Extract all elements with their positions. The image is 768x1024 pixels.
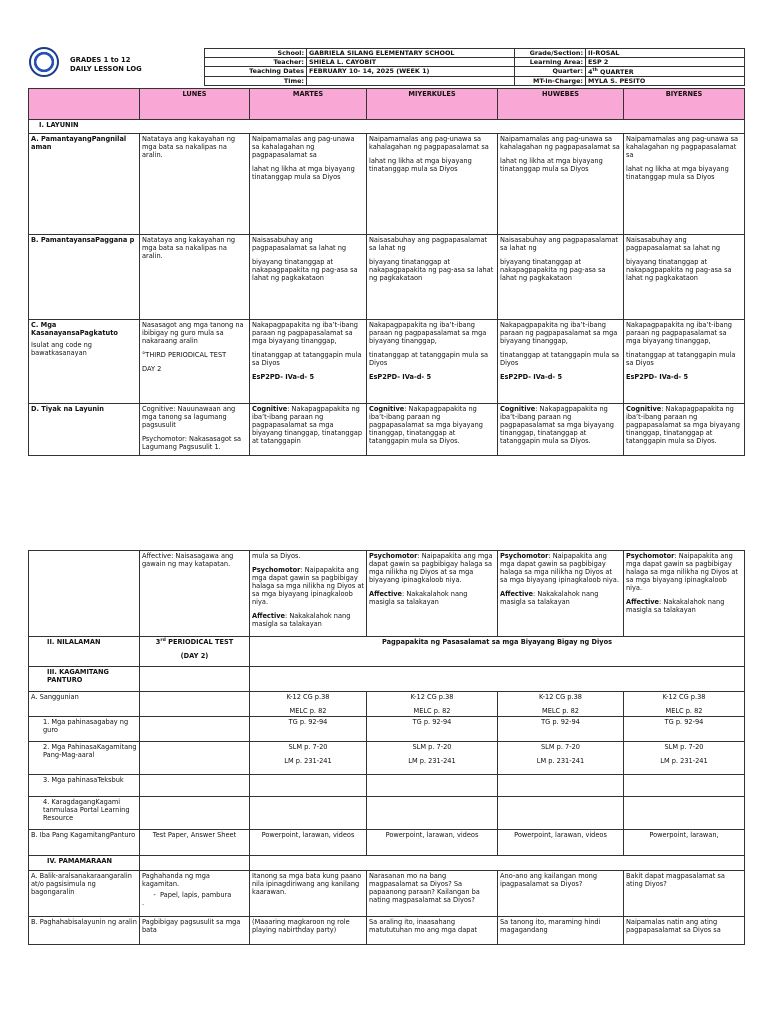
day-header-biyernes: BIYERNES [624,89,745,120]
c-martes: Nakapagpapakita ng iba’t-ibang paraan ng pagpapasalamat sa mga biyayang tinanggap, tinatanggap at tatanggapin mula sa Diyos EsP2PD- IVa-d- 5 [250,320,367,404]
lm-miyerkules: SLM p. 7-20 LM p. 231-241 [367,742,498,775]
sang-miyerkules: K-12 CG p.38 MELC p. 82 [367,692,498,717]
label-kasanayan-title: C. Mga KasanayansaPagkatuto [31,321,118,338]
dates-label: Teaching Dates [205,67,307,77]
competency-code: EsP2PD- IVa-d- 5 [626,373,689,382]
school-label: School: [205,49,307,58]
b-huwebes: Naisasabuhay ang pagpapasalamat sa lahat ng biyayang tinatanggap at nakapagpapakita ng pag-asa sa lahat ng pagkakataon [498,235,624,320]
mt-label: MT-in-Charge: [515,77,586,86]
area-value: ESP 2 [586,58,745,67]
day-header-huwebes: HUWEBES [498,89,624,120]
cont-huwebes: Psychomotor: Naipapakita ang mga dapat gawin sa pagbibigay halaga sa mga nilikha ng Diyos at sa mga biyayang ipinagkaloob niya. Affective: Nakakalahok nang masigla sa talakayan [498,551,624,637]
pb-huwebes: Sa tanong ito, maraming hindi magagandang [498,917,624,945]
tb-martes [250,775,367,797]
label-balik-aral: A. Balik-aralsanakaraangaralin at/o pagsisimula ng bagongaralin [29,871,140,917]
label-tiyak-na-layunin: D. Tiyak na Layunin [29,404,140,456]
nilalaman-lunes: 3rd PERIODICAL TEST (DAY 2) [140,637,250,667]
label-kagamitang-mag-aaral: 2. Mga PahinasaKagamitang Pang-Mag-aaral [29,742,140,775]
time-label: Time: [205,77,307,86]
tg-huwebes: TG p. 92-94 [498,717,624,742]
kagamitan-lunes [140,667,250,692]
day-header-miyerkules: MIYERKULES [367,89,498,120]
pa-lunes: Paghahanda ng mga kagamitan. - Papel, lapis, pambura . [140,871,250,917]
a-biyernes: Naipamamalas ang pag-unawa sa kahalagahan ng pagpapasalamat sa lahat ng likha at mga biyayang tinatanggap mula sa Diyos [624,134,745,235]
tb-lunes [140,775,250,797]
grade-value: II-ROSAL [586,49,745,58]
label-pamantayang-pangnilalaman: A. PamantayangPangnilal aman [29,134,140,235]
section-nilalaman: II. NILALAMAN [29,637,140,667]
label-paghahabi: B. Paghahabisalayunin ng aralin [29,917,140,945]
nilalaman-topic: Pagpapakita ng Pasasalamat sa mga Biyayang Bigay ng Diyos [250,637,745,667]
materials-item: - Papel, lapis, pambura [160,891,247,899]
day-header-lunes: LUNES [140,89,250,120]
sang-huwebes: K-12 CG p.38 MELC p. 82 [498,692,624,717]
label-kasanayan-sub: Isulat ang code ng bawatkasanayan [31,341,92,358]
cont-martes: mula sa Diyos. Psychomotor: Naipapakita ang mga dapat gawin sa pagbibigay halaga sa mga nilikha ng Diyos at sa mga biyayang ipinagkaloob niya. Affective: Nakakalahok nang masigla sa talakayan [250,551,367,637]
a-martes: Naipamamalas ang pag-unawa sa kahalagahan ng pagpapasalamat sa lahat ng likha at mga biyayang tinatanggap mula sa Diyos [250,134,367,235]
sang-martes: K-12 CG p.38 MELC p. 82 [250,692,367,717]
day-header-martes: MARTES [250,89,367,120]
label-gabay-ng-guro: 1. Mga pahinasagabay ng guro [29,717,140,742]
a-lunes: Natataya ang kakayahan ng mga bata sa nakalipas na aralin. [140,134,250,235]
section-kagamitang-panturo: III. KAGAMITANG PANTURO [29,667,140,692]
b-lunes: Natataya ang kakayahan ng mga bata sa nakalipas na aralin. [140,235,250,320]
pb-biyernes: Naipamalas natin ang ating pagpapasalamat sa Diyos sa [624,917,745,945]
quarter-label: Quarter: [515,67,586,77]
a-miyerkules: Naipamamalas ang pag-unawa sa kahalagahan ng pagpapasalamat sa lahat ng likha at mga biyayang tinatanggap mula sa Diyos [367,134,498,235]
quarter-value: 4th QUARTER [586,67,745,77]
b-miyerkules: Naisasabuhay ang pagpapasalamat sa lahat ng biyayang tinatanggap at nakapagpapakita ng pag-asa sa lahat ng pagkakataon [367,235,498,320]
pa-miyerkules: Narasanan mo na bang magpasalamat sa Diyos? Sa papaanong paraan? Kailangan ba nating magpasalamat sa Diyos? [367,871,498,917]
pb-martes: (Maaaring magkaroon ng role playing nabirthday party) [250,917,367,945]
label-sanggunian: A. Sanggunian [29,692,140,717]
d-biyernes: Cognitive: Nakapagpapakita ng iba’t-ibang paraan ng pagpapasalamat sa mga biyayang tinanggap, tinatanggap at tatanggapin mula sa Diyos. [624,404,745,456]
grade-label: Grade/Section: [515,49,586,58]
lm-lunes [140,742,250,775]
c-lunes: Nasasagot ang mga tanong na ibibigay ng guro mula sa nakaraang aralin °THIRD PERIODICAL TEST DAY 2 [140,320,250,404]
label-portal-learning-resource: 4. KaragdagangKagami tanmulasa Portal Learning Resource [29,797,140,830]
pa-biyernes: Bakit dapat magpasalamat sa ating Diyos? [624,871,745,917]
log-title-line1: GRADES 1 to 12 [70,56,131,64]
log-title-line2: DAILY LESSON LOG [70,65,142,74]
section-layunin: I. LAYUNIN [29,120,745,134]
sang-biyernes: K-12 CG p.38 MELC p. 82 [624,692,745,717]
d-miyerkules: Cognitive: Nakapagpapakita ng iba’t-ibang paraan ng pagpapasalamat sa mga biyayang tinanggap, tinatanggap at tatanggapin mula sa Diyos. [367,404,498,456]
label-pamantayan-sa-pagganap: B. PamantayansaPaggana p [29,235,140,320]
iba-huwebes: Powerpoint, larawan, videos [498,830,624,856]
d-lunes: Cognitive: Nauunawaan ang mga tanong sa lagumang pagsusulit Psychomotor: Nakasasagot sa Lagumang Pagsusulit 1. [140,404,250,456]
competency-code: EsP2PD- IVa-d- 5 [500,373,563,382]
b-biyernes: Naisasabuhay ang pagpapasalamat sa lahat ng biyayang tinatanggap at nakapagpapakita ng pag-asa sa lahat ng pagkakataon [624,235,745,320]
lr-huwebes [498,797,624,830]
tg-miyerkules: TG p. 92-94 [367,717,498,742]
tb-biyernes [624,775,745,797]
tg-biyernes: TG p. 92-94 [624,717,745,742]
label-iba-pang-kagamitan: B. Iba Pang KagamitangPanturo [29,830,140,856]
teacher-label: Teacher: [205,58,307,67]
d-martes: Cognitive: Nakapagpapakita ng iba’t-ibang paraan ng pagpapasalamat sa mga biyayang tinanggap, tinatanggap at tatanggapin [250,404,367,456]
iba-lunes: Test Paper, Answer Sheet [140,830,250,856]
kagamitan-rest [250,667,745,692]
lr-lunes [140,797,250,830]
cont-biyernes: Psychomotor: Naipapakita ang mga dapat gawin sa pagbibigay halaga sa mga nilikha ng Diyos at sa mga biyayang ipinagkaloob niya. Affective: Nakakalahok nang masigla sa talakayan [624,551,745,637]
lr-biyernes [624,797,745,830]
pam-lunes [140,856,250,871]
cont-lunes: Affective: Naisasagawa ang gawain ng may katapatan. [140,551,250,637]
a-huwebes: Naipamamalas ang pag-unawa sa kahalagahan ng pagpapasalamat sa lahat ng likha at mga biyayang tinatanggap mula sa Diyos [498,134,624,235]
iba-biyernes: Powerpoint, larawan, [624,830,745,856]
pb-miyerkules: Sa araling ito, inaasahang matututuhan mo ang mga dapat [367,917,498,945]
cont-miyerkules: Psychomotor: Naipapakita ang mga dapat gawin sa pagbibigay halaga sa mga nilikha ng Diyos at sa mga biyayang ipinagkaloob niya. Affective: Nakakalahok nang masigla sa talakayan [367,551,498,637]
d-huwebes: Cognitive: Nakapagpapakita ng iba’t-ibang paraan ng pagpapasalamat sa mga biyayang tinanggap, tinatanggap at tatanggapin mula sa Diyos. [498,404,624,456]
iba-miyerkules: Powerpoint, larawan, videos [367,830,498,856]
lesson-table-page2 [28,550,745,945]
competency-code: EsP2PD- IVa-d- 5 [252,373,315,382]
c-biyernes: Nakapagpapakita ng iba’t-ibang paraan ng pagpapasalamat sa mga biyayang tinanggap, tinatanggap at tatanggapin mula sa Diyos EsP2PD- IVa-d- 5 [624,320,745,404]
mt-value: MYLA S. PESITO [586,77,745,86]
pb-lunes: Pagbibigay pagsusulit sa mga bata [140,917,250,945]
sang-lunes [140,692,250,717]
pam-rest [250,856,745,871]
tg-lunes [140,717,250,742]
section-pamamaraan: IV. PAMAMARAAN [29,856,140,871]
lm-huwebes: SLM p. 7-20 LM p. 231-241 [498,742,624,775]
competency-code: EsP2PD- IVa-d- 5 [369,373,432,382]
tb-huwebes [498,775,624,797]
area-label: Learning Area: [515,58,586,67]
b-martes: Naisasabuhay ang pagpapasalamat sa lahat ng biyayang tinatanggap at nakapagpapakita ng pag-asa sa lahat ng pagkakataon [250,235,367,320]
dates-value: FEBRUARY 10- 14, 2025 (WEEK 1) [307,67,515,77]
cont-label [29,551,140,637]
lr-miyerkules [367,797,498,830]
lm-biyernes: SLM p. 7-20 LM p. 231-241 [624,742,745,775]
tb-miyerkules [367,775,498,797]
c-miyerkules: Nakapagpapakita ng iba’t-ibang paraan ng pagpapasalamat sa mga biyayang tinanggap, tinatanggap at tatanggapin mula sa Diyos EsP2PD- IVa-d- 5 [367,320,498,404]
label-teksbuk: 3. Mga pahinasaTeksbuk [29,775,140,797]
lm-martes: SLM p. 7-20 LM p. 231-241 [250,742,367,775]
school-value: GABRIELA SILANG ELEMENTARY SCHOOL [307,49,515,58]
lr-martes [250,797,367,830]
tg-martes: TG p. 92-94 [250,717,367,742]
c-huwebes: Nakapagpapakita ng iba’t-ibang paraan ng pagpapasalamat sa mga biyayang tinanggap, tinatanggap at tatanggapin mula sa Diyos EsP2PD- IVa-d- 5 [498,320,624,404]
iba-martes: Powerpoint, larawan, videos [250,830,367,856]
pa-huwebes: Ano-ano ang kailangan mong ipagpasalamat sa Diyos? [498,871,624,917]
pa-martes: Itanong sa mga bata kung paano nila ipinagdiriwang ang kanilang kaarawan. [250,871,367,917]
teacher-value: SHIELA L. CAYOBIT [307,58,515,67]
